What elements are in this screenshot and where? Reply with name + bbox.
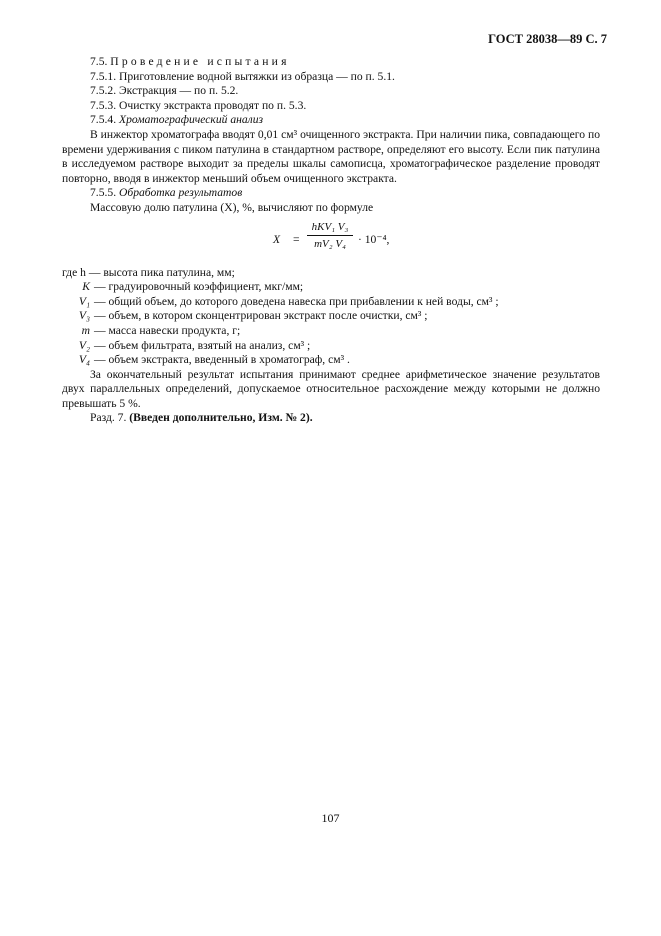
legend-symbol: где h bbox=[62, 265, 86, 279]
formula-denominator: mV₂ V₄ bbox=[314, 238, 346, 251]
legend-row bbox=[62, 295, 600, 310]
legend-symbol: m bbox=[81, 323, 90, 337]
paragraph-conclusion: За окончательный результат испытания принимают среднее арифметическое значение результатов двух параллельных определений, допускаемое относительное расхождение между которыми не должно превышать 5 %. bbox=[62, 367, 600, 410]
item-7-5-1: 7.5.1. Приготовление водной вытяжки из образца — по п. 5.1. bbox=[90, 69, 395, 83]
legend-text: — объем экстракта, введенный в хроматограф, см³ . bbox=[94, 353, 350, 367]
formula-numerator: hKV₁ V₃ bbox=[311, 220, 349, 233]
subsection-heading-7-5-5 bbox=[62, 186, 600, 201]
formula-legend bbox=[62, 266, 600, 368]
legend-symbol: V₃ bbox=[78, 309, 90, 323]
section-number: 7.5. bbox=[90, 55, 108, 68]
subsection-number: 7.5.5. bbox=[90, 186, 117, 200]
subsection-title: Хроматографический анализ bbox=[119, 113, 264, 127]
legend-symbol: V₁ bbox=[78, 294, 90, 308]
fraction-bar bbox=[307, 235, 353, 236]
main-content bbox=[62, 55, 600, 426]
legend-text: — градуировочный коэффициент, мкг/мм; bbox=[94, 280, 304, 294]
formula-fraction bbox=[307, 220, 353, 252]
item-7-5-2: 7.5.2. Экстракция — по п. 5.2. bbox=[90, 84, 239, 98]
legend-symbol: K bbox=[82, 280, 90, 294]
item-7-5-3: 7.5.3. Очистку экстракта проводят по п. 5.3. bbox=[90, 98, 307, 112]
legend-row bbox=[62, 309, 600, 324]
amendment-prefix: Разд. 7. bbox=[90, 411, 127, 425]
subsection-title: Обработка результатов bbox=[119, 186, 243, 200]
paragraph-chromatography: В инжектор хроматографа вводят 0,01 см³ очищенного экстракта. При наличии пика, совпадающего по времени удерживания с пиком патулина в стандартном растворе, определяют его высоту. Если пик патулина в исследуемом растворе выходит за пределы шкалы самописца, хроматографическое разделение проводят повторно, вводя в инжектор меньший объем очищенного экстракта. bbox=[62, 127, 600, 185]
amendment-note bbox=[62, 411, 600, 426]
subsection-number: 7.5.4. bbox=[90, 113, 117, 127]
legend-text: — объем фильтрата, взятый на анализ, см³ ; bbox=[94, 338, 311, 352]
section-heading bbox=[62, 55, 600, 70]
formula-intro: Массовую долю патулина (X), %, вычисляют по формуле bbox=[90, 200, 374, 214]
legend-text: — объем, в котором сконцентрирован экстракт после очистки, см³ ; bbox=[94, 309, 428, 323]
subsection-heading-7-5-4 bbox=[62, 113, 600, 128]
legend-row bbox=[62, 280, 600, 295]
page-number: 107 bbox=[321, 811, 340, 825]
formula bbox=[62, 220, 600, 264]
legend-row bbox=[62, 353, 600, 368]
legend-row bbox=[62, 324, 600, 339]
legend-row bbox=[62, 266, 600, 281]
formula-multiplier: · 10⁻⁴, bbox=[358, 232, 390, 246]
legend-row bbox=[62, 339, 600, 354]
amendment-text: (Введен дополнительно, Изм. № 2). bbox=[129, 411, 313, 425]
formula-equals: = bbox=[293, 232, 300, 246]
legend-text: — общий объем, до которого доведена навеска при прибавлении к ней воды, см³ ; bbox=[94, 294, 499, 308]
running-header: ГОСТ 28038—89 С. 7 bbox=[488, 32, 607, 46]
legend-text: — высота пика патулина, мм; bbox=[88, 265, 235, 279]
legend-text: — масса навески продукта, г; bbox=[94, 323, 241, 337]
section-title: Проведение испытания bbox=[110, 55, 290, 68]
legend-symbol: V₂ bbox=[78, 338, 90, 352]
legend-symbol: V₄ bbox=[78, 353, 90, 367]
formula-lhs: X bbox=[273, 232, 281, 246]
